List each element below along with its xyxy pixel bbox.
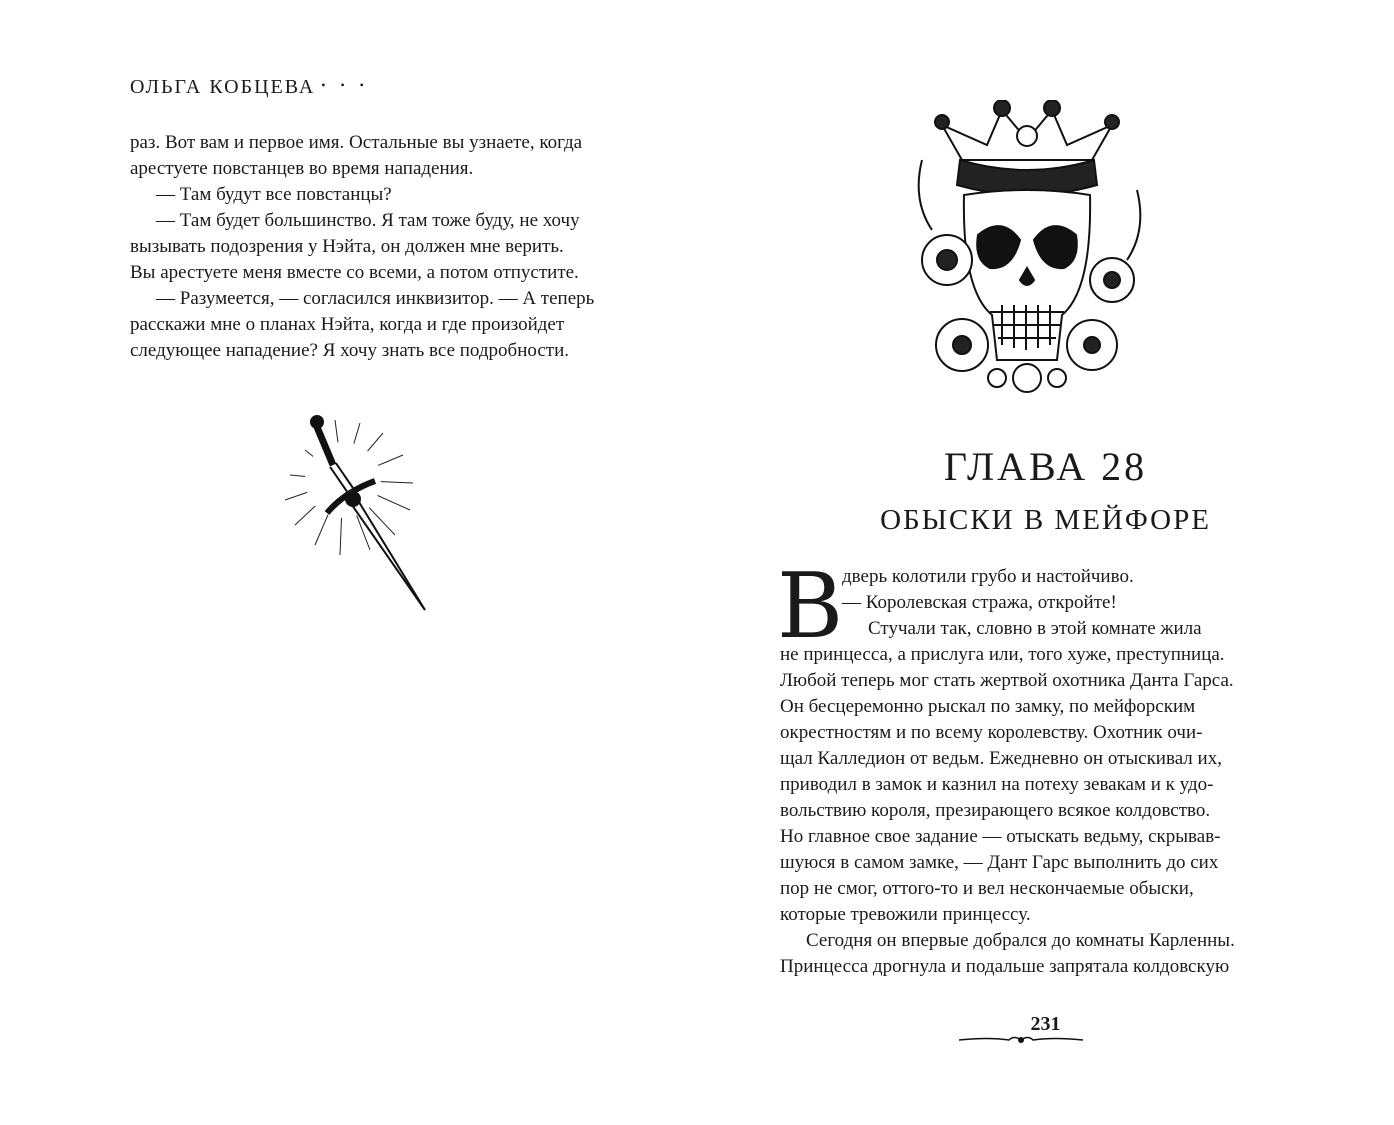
text-line: вызывать подозрения у Нэйта, он должен мне верить. (130, 236, 564, 257)
text-line: Принцесса дрогнула и подальше запрятала колдовскую (780, 956, 1230, 977)
text-line: — Разумеется, — согласился инквизитор. — А теперь (156, 288, 595, 309)
dagger-illustration (275, 405, 435, 615)
text-line: расскажи мне о планах Нэйта, когда и где произойдет (130, 314, 565, 335)
text-line: — Королевская стража, откройте! (842, 592, 1117, 613)
text-line: щал Калледион от ведьм. Ежедневно он отыскивал их, (780, 748, 1222, 769)
text-line: Любой теперь мог стать жертвой охотника Данта Гарса. (780, 670, 1234, 691)
page-number: 231 (1030, 1013, 1061, 1035)
text-line: приводил в замок и казнил на потеху зевакам и к удо- (780, 774, 1214, 795)
text-line: Он бесцеремонно рыскал по замку, по мейфорским (780, 696, 1196, 717)
right-body-text (780, 564, 1266, 980)
text-line: не принцесса, а прислуга или, того хуже, преступница. (780, 644, 1225, 665)
text-line: вольствию короля, презирающего всякое колдовство. (780, 800, 1211, 821)
text-line: шуюся в самом замке, — Дант Гарс выполнить до сих (780, 852, 1219, 873)
text-line: следующее нападение? Я хочу знать все подробности. (130, 340, 570, 361)
crowned-skull-illustration (902, 100, 1157, 400)
text-line: — Там будут все повстанцы? (156, 184, 392, 205)
chapter-number: ГЛАВА 28 (943, 444, 1148, 489)
running-head (130, 76, 370, 99)
text-line: дверь колотили грубо и настойчиво. (842, 566, 1134, 587)
running-head-author: ОЛЬГА КОБЦЕВА (130, 76, 316, 98)
text-line: Вы арестуете меня вместе со всеми, а потом отпустите. (130, 262, 579, 283)
text-line: Стучали так, словно в этой комнате жила (868, 618, 1202, 639)
text-line: Но главное свое задание — отыскать ведьму, скрывав- (780, 826, 1221, 847)
right-page (697, 0, 1394, 1125)
left-body-text (130, 130, 612, 364)
drop-cap: В (777, 554, 844, 659)
folio-ornament (959, 1033, 1083, 1047)
running-head-stars: • • • (321, 78, 370, 92)
text-line: — Там будет большинство. Я там тоже буду, не хочу (156, 210, 580, 231)
text-line: раз. Вот вам и первое имя. Остальные вы узнаете, когда (130, 132, 583, 153)
text-line: Сегодня он впервые добрался до комнаты Карленны. (806, 930, 1235, 951)
text-line: которые тревожили принцессу. (780, 904, 1031, 925)
chapter-title: ОБЫСКИ В МЕЙФОРЕ (880, 504, 1211, 536)
text-line: окрестностям и по всему королевству. Охотник очи- (780, 722, 1203, 743)
text-line: пор не смог, оттого-то и вел нескончаемые обыски, (780, 878, 1194, 899)
text-line: арестуете повстанцев во время нападения. (130, 158, 474, 179)
